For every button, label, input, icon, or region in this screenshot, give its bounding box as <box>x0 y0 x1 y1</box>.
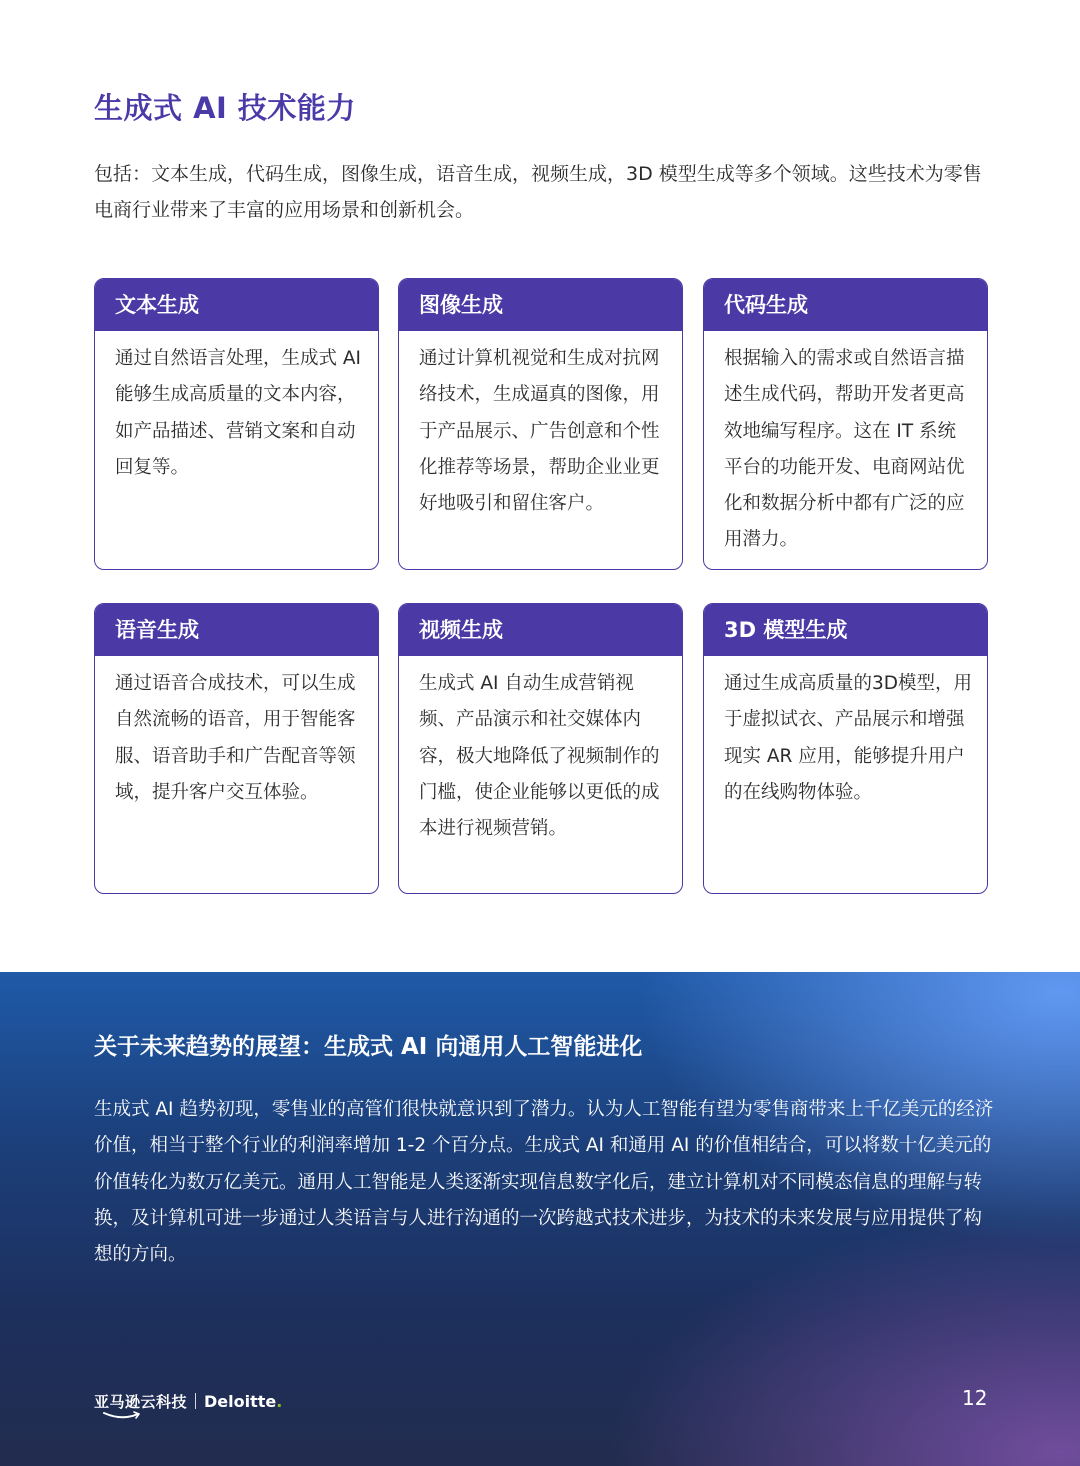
intro-paragraph: 包括：文本生成，代码生成，图像生成，语音生成，视频生成，3D 模型生成等多个领域。这些技术为零售电商行业带来了丰富的应用场景和创新机会。 <box>94 163 982 221</box>
card-body: 通过自然语言处理，生成式 AI 能够生成高质量的文本内容，如产品描述、营销文案和自动回复等。 <box>115 348 361 478</box>
card-body: 通过语音合成技术，可以生成自然流畅的语音，用于智能客服、语音助手和广告配音等领域，提升客户交互体验。 <box>115 673 356 803</box>
card-body: 通过计算机视觉和生成对抗网络技术，生成逼真的图像，用于产品展示、广告创意和个性化推荐等场景，帮助企业业更好地吸引和留住客户。 <box>419 348 660 515</box>
footer-logos <box>94 1388 282 1414</box>
card-title: 3D 模型生成 <box>704 604 987 656</box>
deloitte-logo <box>204 1392 282 1411</box>
card-title: 文本生成 <box>95 279 378 331</box>
card-title: 语音生成 <box>95 604 378 656</box>
amazon-logo-text: 亚马逊云科技 <box>94 1392 188 1411</box>
card-title: 代码生成 <box>704 279 987 331</box>
amazon-logo <box>94 1391 187 1412</box>
card-speech-generation <box>94 603 379 894</box>
future-paragraph: 生成式 AI 趋势初现，零售业的高管们很快就意识到了潜力。认为人工智能有望为零售商带来上千亿美元的经济价值，相当于整个行业的利润率增加 1-2 个百分点。生成式 AI 和通用 AI 的价值相结合，可以将数十亿美元的价值转化为数万亿美元。通用人工智能是人类逐渐实现信息数字化后，建立计算机对不同模态信息的理解与转换，及计算机可进一步通过人类语言与人进行沟通的一次跨越式技术进步，为技术的未来发展与应用提供了构想的方向。 <box>94 1099 994 1266</box>
card-body: 生成式 AI 自动生成营销视频、产品演示和社交媒体内容，极大地降低了视频制作的门槛，使企业能够以更低的成本进行视频营销。 <box>419 673 660 840</box>
card-image-generation <box>398 278 683 570</box>
page-title: 生成式 AI 技术能力 <box>94 91 356 125</box>
card-body: 通过生成高质量的3D模型，用于虚拟试衣、产品展示和增强现实 AR 应用，能够提升用户的在线购物体验。 <box>724 673 973 803</box>
future-outlook-section <box>0 972 1080 1466</box>
logo-divider <box>195 1393 196 1409</box>
card-3d-model-generation <box>703 603 988 894</box>
page-number: 12 <box>962 1386 988 1410</box>
card-video-generation <box>398 603 683 894</box>
card-body: 根据输入的需求或自然语言描述生成代码，帮助开发者更高效地编写程序。这在 IT 系统平台的功能开发、电商网站优化和数据分析中都有广泛的应用潜力。 <box>724 348 965 551</box>
card-title: 图像生成 <box>399 279 682 331</box>
deloitte-dot: . <box>276 1391 283 1411</box>
future-title: 关于未来趋势的展望：生成式 AI 向通用人工智能进化 <box>94 1034 643 1060</box>
card-code-generation <box>703 278 988 570</box>
amazon-smile-icon <box>102 1411 142 1421</box>
card-title: 视频生成 <box>399 604 682 656</box>
deloitte-logo-text: Deloitte <box>204 1391 277 1411</box>
card-text-generation <box>94 278 379 570</box>
